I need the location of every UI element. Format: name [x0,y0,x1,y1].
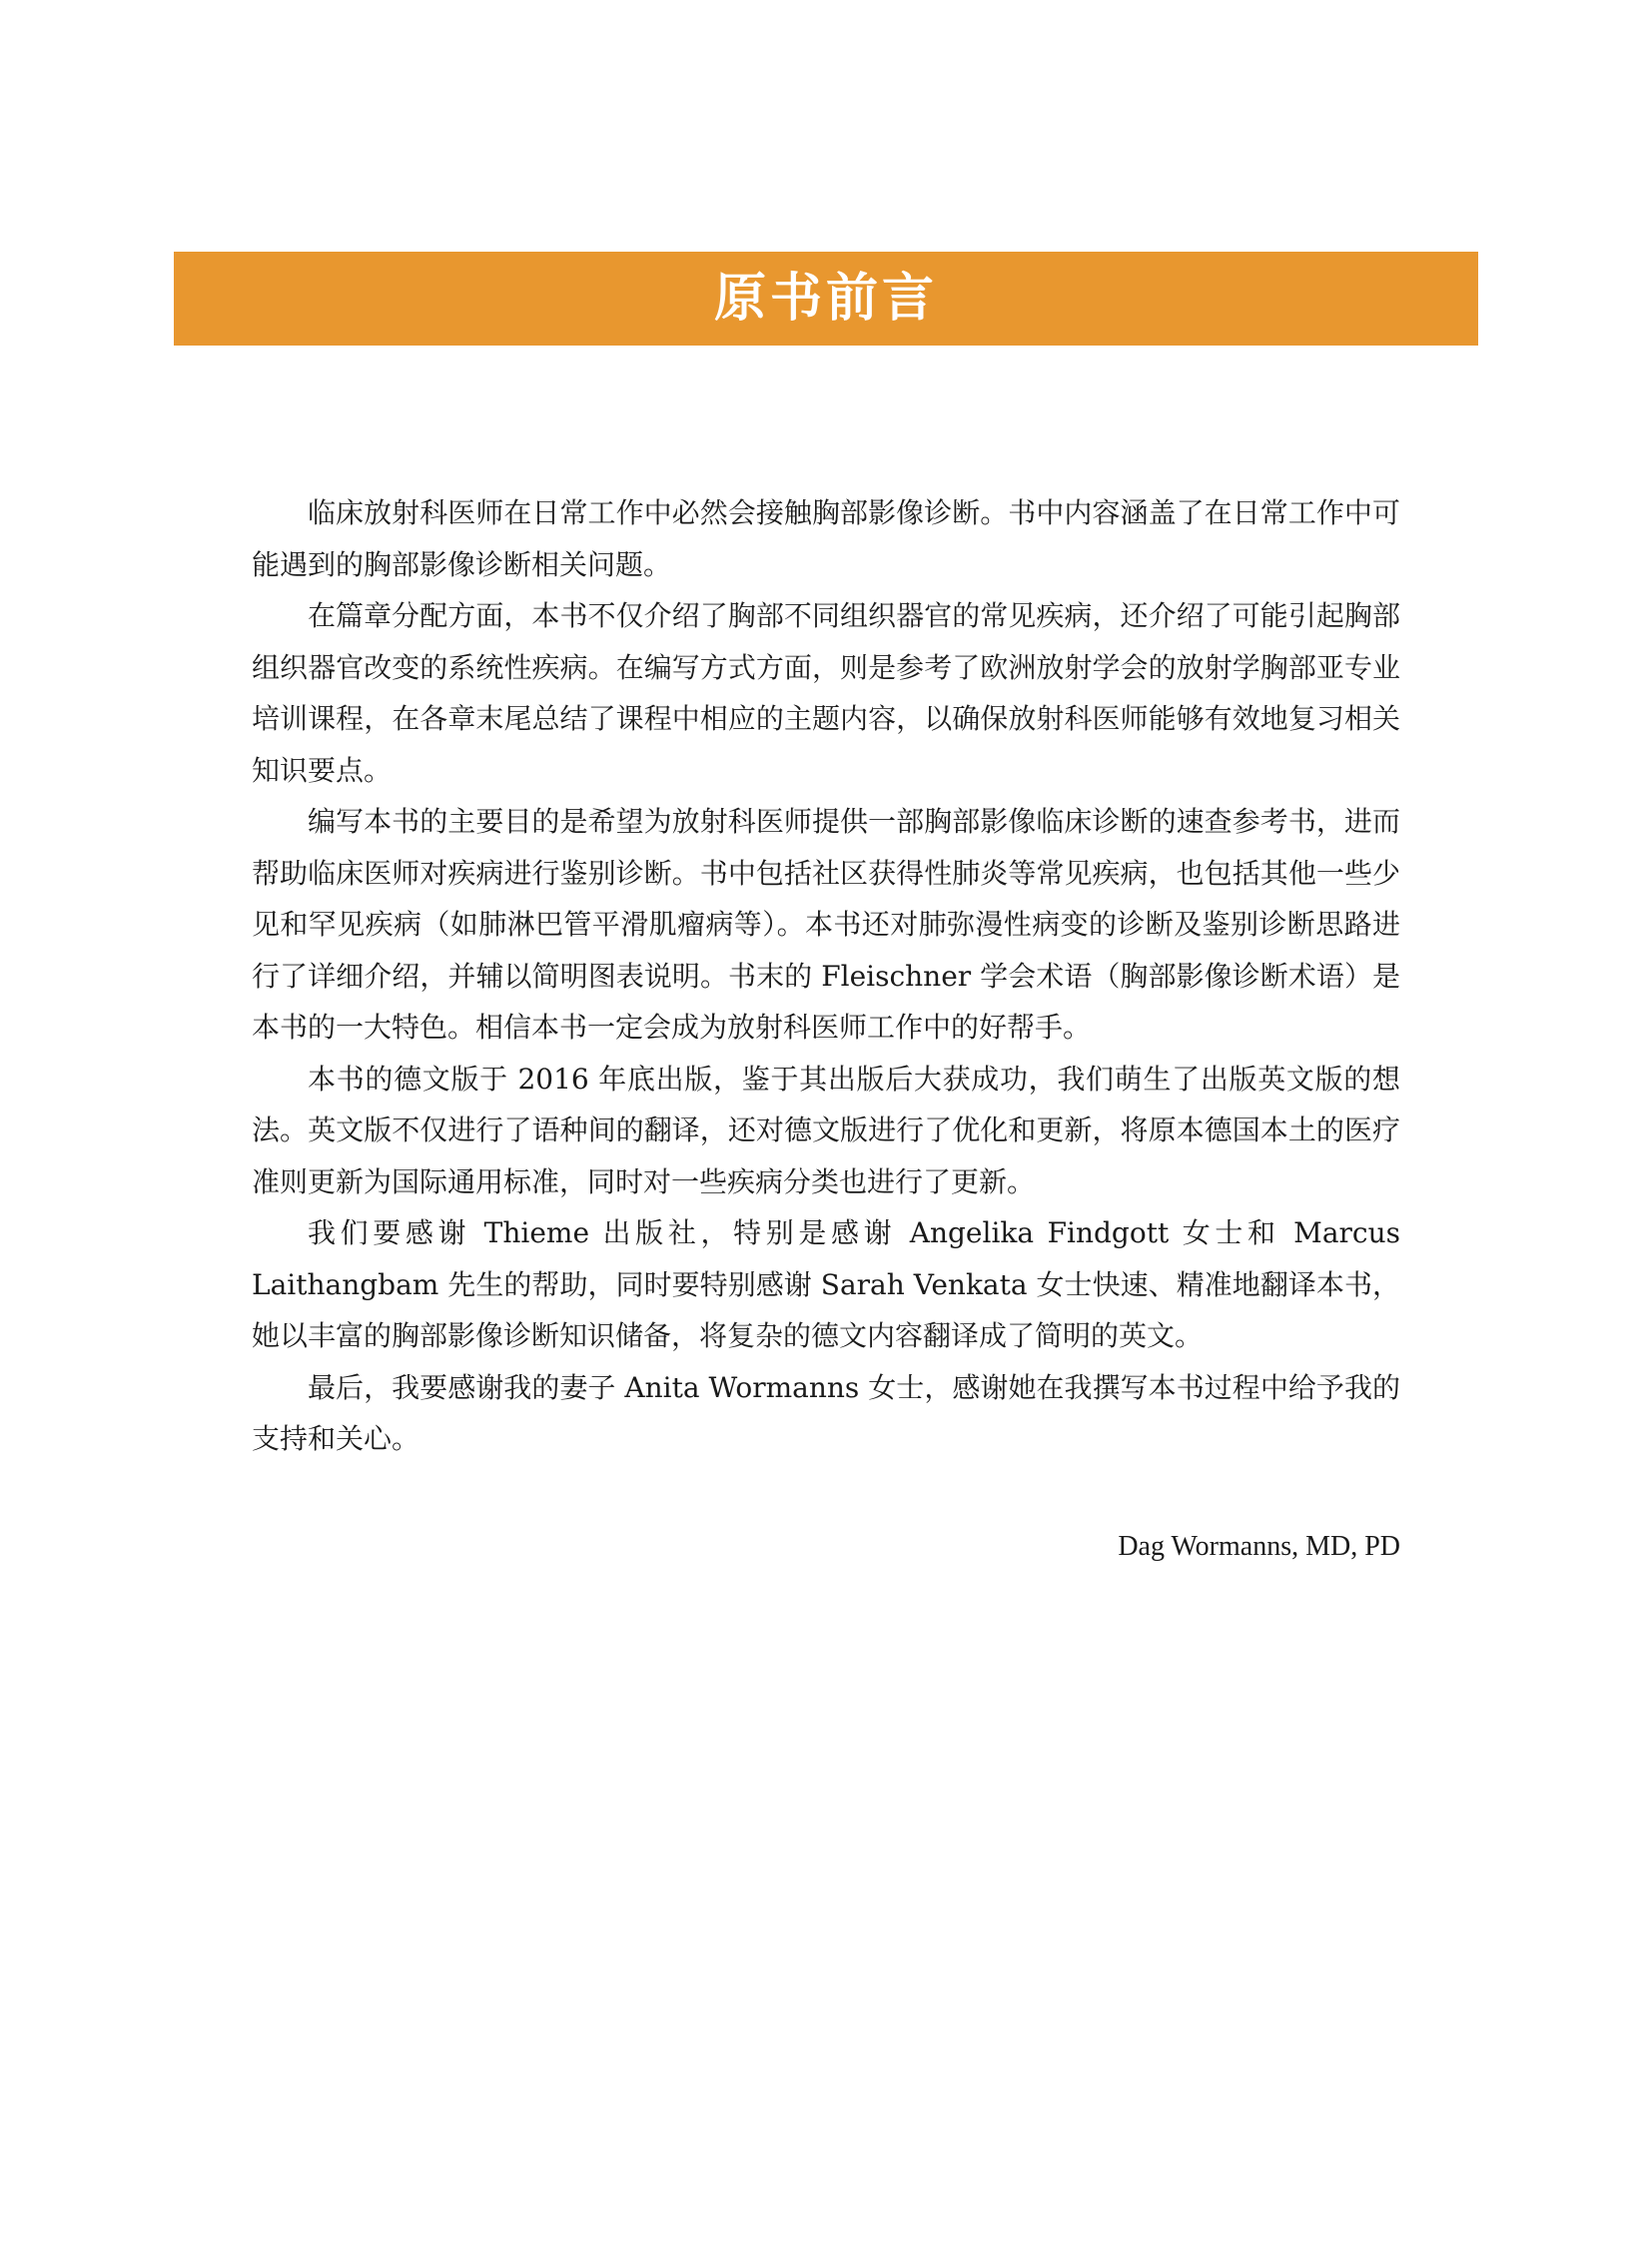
preface-paragraph-3: 编写本书的主要目的是希望为放射科医师提供一部胸部影像临床诊断的速查参考书，进而帮助临床医师对疾病进行鉴别诊断。书中包括社区获得性肺炎等常见疾病，也包括其他一些少见和罕见疾病（如肺淋巴管平滑肌瘤病等）。本书还对肺弥漫性病变的诊断及鉴别诊断思路进行了详细介绍，并辅以简明图表说明。书末的 Fleischner 学会术语（胸部影像诊断术语）是本书的一大特色。相信本书一定会成为放射科医师工作中的好帮手。 [252,805,1400,1044]
preface-paragraph-2: 在篇章分配方面，本书不仅介绍了胸部不同组织器官的常见疾病，还介绍了可能引起胸部组织器官改变的系统性疾病。在编写方式方面，则是参考了欧洲放射学会的放射学胸部亚专业培训课程，在各章末尾总结了课程中相应的主题内容，以确保放射科医师能够有效地复习相关知识要点。 [252,599,1400,787]
preface-paragraph-5: 我们要感谢 Thieme 出版社，特别是感谢 Angelika Findgott 女士和 Marcus Laithangbam 先生的帮助，同时要特别感谢 Sarah Venkata 女士快速、精准地翻译本书，她以丰富的胸部影像诊断知识储备，将复杂的德文内容翻译成了简明的英文。 [252,1216,1400,1352]
author-signature: Dag Wormanns, MD, PD [1118,1531,1400,1562]
page-title: 原书前言 [713,269,938,329]
title-banner [174,252,1478,346]
preface-paragraph-4: 本书的德文版于 2016 年底出版，鉴于其出版后大获成功，我们萌生了出版英文版的想法。英文版不仅进行了语种间的翻译，还对德文版进行了优化和更新，将原本德国本土的医疗准则更新为国际通用标准，同时对一些疾病分类也进行了更新。 [252,1062,1400,1198]
preface-paragraph-6: 最后，我要感谢我的妻子 Anita Wormanns 女士，感谢她在我撰写本书过程中给予我的支持和关心。 [252,1370,1400,1455]
preface-paragraph-1: 临床放射科医师在日常工作中必然会接触胸部影像诊断。书中内容涵盖了在日常工作中可能遇到的胸部影像诊断相关问题。 [252,496,1400,581]
preface-body [252,487,1400,1465]
